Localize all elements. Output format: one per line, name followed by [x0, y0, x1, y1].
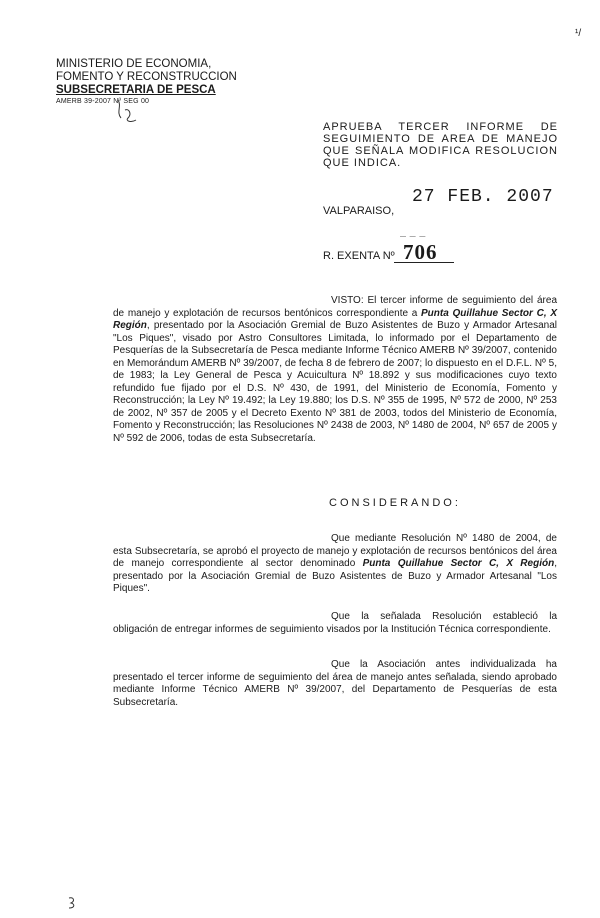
c1-text-end: , presentado por la Asociación Gremial de Buzo Asistentes de Buzo y Armador Artesanal "Los Piques".	[113, 558, 557, 594]
header-reference-code: AMERB 39-2007 Nº SEG 00	[56, 98, 150, 105]
visto-text-start: El tercer informe de seguimiento del área de manejo y explotación de recursos bentónicos correspondiente a	[113, 295, 558, 319]
resolution-number: 706	[403, 240, 438, 264]
header-line-fomento: FOMENTO Y RECONSTRUCCION	[56, 71, 237, 83]
considerando-paragraph-1	[113, 533, 557, 596]
handwritten-page-mark	[66, 896, 78, 910]
considerando-paragraph-3: Que la Asociación antes individualizada ha presentado el tercer informe de seguimiento del área de manejo antes señalada, siendo aprobado mediante Informe Técnico AMERB Nº 39/2007, del Departamento de Pesquerías de esta Subsecretaría.	[113, 659, 557, 708]
visto-paragraph	[113, 295, 557, 445]
city-label: VALPARAISO,	[323, 205, 395, 217]
resolution-stamp-mark: — — —	[400, 234, 427, 240]
c1-text-start: Que mediante Resolución Nº 1480 de 2004, de esta Subsecretaría, se aprobó el proyecto de manejo y explotación de recursos bentónicos del área de manejo correspondiente al sector denominado	[113, 533, 557, 569]
resolution-label: R. EXENTA Nº	[323, 250, 395, 262]
handwritten-mark	[112, 96, 152, 126]
document-title: APRUEBA TERCER INFORME DE SEGUIMIENTO DE AREA DE MANEJO QUE SEÑALA MODIFICA RESOLUCION QUE INDICA.	[323, 121, 558, 169]
header-line-subsecretaria: SUBSECRETARIA DE PESCA	[56, 84, 216, 96]
considerando-heading: CONSIDERANDO:	[329, 497, 461, 509]
date-stamp: 27 FEB. 2007	[412, 187, 554, 207]
visto-text-end: , presentado por la Asociación Gremial de Buzo Asistentes de Buzo y Armador Artesanal "Los Piques", visado por Astro Consultores Limitada, lo informado por el Departamento de Pesquerías de la Subsecretaría de Pesca mediante Informe Técnico AMERB Nº 39/2007, contenido en Memorándum AMERB Nº 39/2007, de fecha 8 de febrero de 2007; lo dispuesto en el D.F.L. Nº 5, de 1983; la Ley General de Pesca y Acuicultura Nº 18.892 y sus modificaciones cuyo texto refundido fue fijado por el D.S. Nº 430, de 1991, del Ministerio de Economía, Fomento y Reconstrucción; la Ley Nº 19.492; la Ley 19.880; los D.S. Nº 355 de 1995, Nº 572 de 2000, Nº 253 de 2002, Nº 357 de 2005 y el Decreto Exento Nº 381 de 2003, todos del Ministerio de Economía, Fomento y Reconstrucción; las Resoluciones Nº 2438 de 2003, Nº 1480 de 2004, Nº 657 de 2005 y Nº 592 de 2006, todas de esta Subsecretaría.	[113, 320, 557, 444]
c1-area-name: Punta Quillahue Sector C, X Región	[362, 558, 555, 569]
visto-lead: VISTO:	[331, 295, 368, 306]
considerando-paragraph-2: Que la señalada Resolución estableció la obligación de entregar informes de seguimiento visados por la Institución Técnica correspondiente.	[113, 611, 557, 635]
corner-mark: ¹/	[575, 28, 582, 39]
visto-area-name: Punta Quillahue Sector C, X Región	[113, 307, 557, 331]
header-line-ministry: MINISTERIO DE ECONOMIA,	[56, 58, 212, 70]
resolution-underline	[394, 262, 454, 263]
